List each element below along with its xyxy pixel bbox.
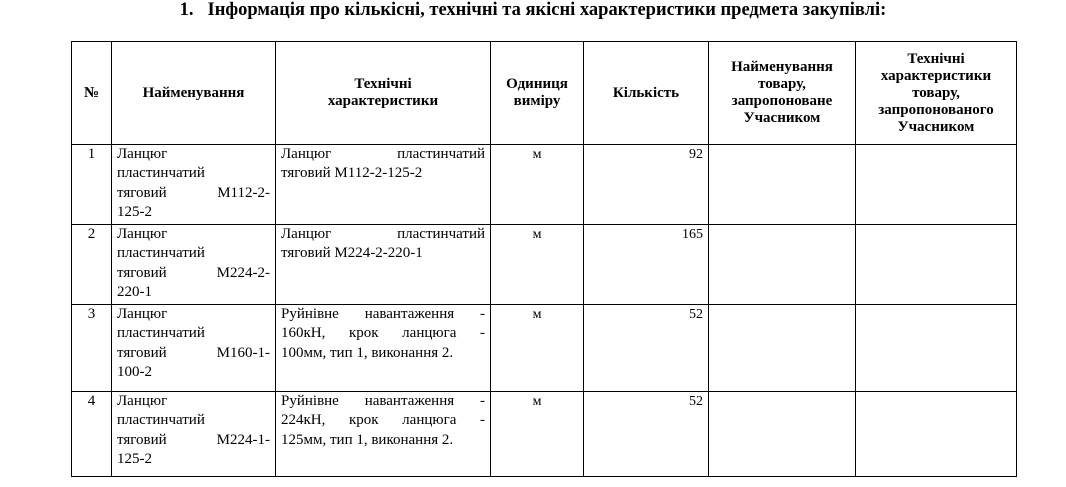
- cell-name: [112, 225, 276, 305]
- cell-technical: [276, 305, 491, 392]
- cell-name-line: Ланцюг: [117, 306, 168, 322]
- cell-technical-line: Ланцюг пластинчатий: [281, 226, 485, 242]
- cell-offered-technical[interactable]: [856, 392, 1017, 477]
- cell-quantity: 52: [584, 392, 709, 477]
- cell-technical: [276, 145, 491, 225]
- cell-name-line: тяговий М224-1-: [117, 431, 270, 448]
- cell-technical-line: 125мм, тип 1, виконання 2.: [281, 431, 454, 448]
- cell-offered-name[interactable]: [709, 305, 856, 392]
- cell-offered-technical[interactable]: [856, 305, 1017, 392]
- cell-name-line: 100-2: [117, 363, 152, 380]
- header-unit-text: Одиниця виміру: [506, 76, 568, 109]
- cell-technical-line: Ланцюг пластинчатий: [281, 146, 485, 162]
- cell-name-line: тяговий М224-2-: [117, 264, 270, 281]
- cell-offered-name[interactable]: [709, 225, 856, 305]
- cell-offered-name[interactable]: [709, 145, 856, 225]
- cell-name-line: 125-2: [117, 203, 152, 220]
- cell-name: [112, 392, 276, 477]
- cell-quantity: 165: [584, 225, 709, 305]
- cell-technical-line: тяговий М224-2-220-1: [281, 245, 423, 262]
- table-row: [72, 145, 1017, 225]
- cell-technical-line: 160кН, крок ланцюга -: [281, 325, 485, 342]
- cell-unit: м: [491, 392, 584, 477]
- cell-technical-line: 224кН, крок ланцюга -: [281, 412, 485, 429]
- table-row: [72, 392, 1017, 477]
- table-row: [72, 225, 1017, 305]
- cell-offered-technical[interactable]: [856, 225, 1017, 305]
- cell-name-line: Ланцюг: [117, 226, 168, 242]
- cell-name-line: пластинчатий: [117, 165, 205, 182]
- cell-quantity: 92: [584, 145, 709, 225]
- section-heading: [0, 0, 1066, 20]
- cell-name: [112, 145, 276, 225]
- section-number: 1.: [179, 0, 194, 20]
- cell-name-line: 125-2: [117, 450, 152, 467]
- header-number: №: [72, 42, 112, 145]
- cell-unit: м: [491, 305, 584, 392]
- cell-number: 1: [72, 145, 112, 225]
- cell-unit: м: [491, 145, 584, 225]
- cell-offered-technical[interactable]: [856, 145, 1017, 225]
- cell-offered-name[interactable]: [709, 392, 856, 477]
- header-technical-characteristics: [276, 42, 491, 145]
- cell-unit: м: [491, 225, 584, 305]
- cell-technical-line: Руйнівне навантаження -: [281, 393, 485, 409]
- cell-number: 3: [72, 305, 112, 392]
- cell-number: 2: [72, 225, 112, 305]
- cell-name-line: тяговий М160-1-: [117, 344, 270, 361]
- cell-name-line: пластинчатий: [117, 325, 205, 342]
- section-title: Інформація про кількісні, технічні та якісні характеристики предмета закупівлі:: [207, 0, 887, 20]
- header-offered-technical: Технічні характеристики товару, запропонованого Учасником: [856, 42, 1017, 145]
- cell-name-line: Ланцюг: [117, 393, 168, 409]
- specification-table: [71, 41, 1017, 477]
- cell-technical: [276, 225, 491, 305]
- cell-name: [112, 305, 276, 392]
- cell-name-line: 220-1: [117, 283, 152, 300]
- cell-name-line: тяговий М112-2-: [117, 184, 270, 201]
- cell-technical-line: тяговий М112-2-125-2: [281, 165, 423, 182]
- cell-name-line: пластинчатий: [117, 245, 205, 262]
- table-row: [72, 305, 1017, 392]
- cell-technical-line: Руйнівне навантаження -: [281, 306, 485, 322]
- header-technical-characteristics-text: Технічні характеристики: [327, 76, 439, 109]
- header-name: Найменування: [112, 42, 276, 145]
- table-header-row: [72, 42, 1017, 145]
- header-unit: [491, 42, 584, 145]
- cell-quantity: 52: [584, 305, 709, 392]
- cell-name-line: пластинчатий: [117, 412, 205, 429]
- header-quantity: Кількість: [584, 42, 709, 145]
- cell-name-line: Ланцюг: [117, 146, 168, 162]
- cell-technical-line: 100мм, тип 1, виконання 2.: [281, 344, 454, 361]
- header-offered-name: Найменування товару, запропоноване Учасником: [709, 42, 856, 145]
- cell-technical: [276, 392, 491, 477]
- cell-number: 4: [72, 392, 112, 477]
